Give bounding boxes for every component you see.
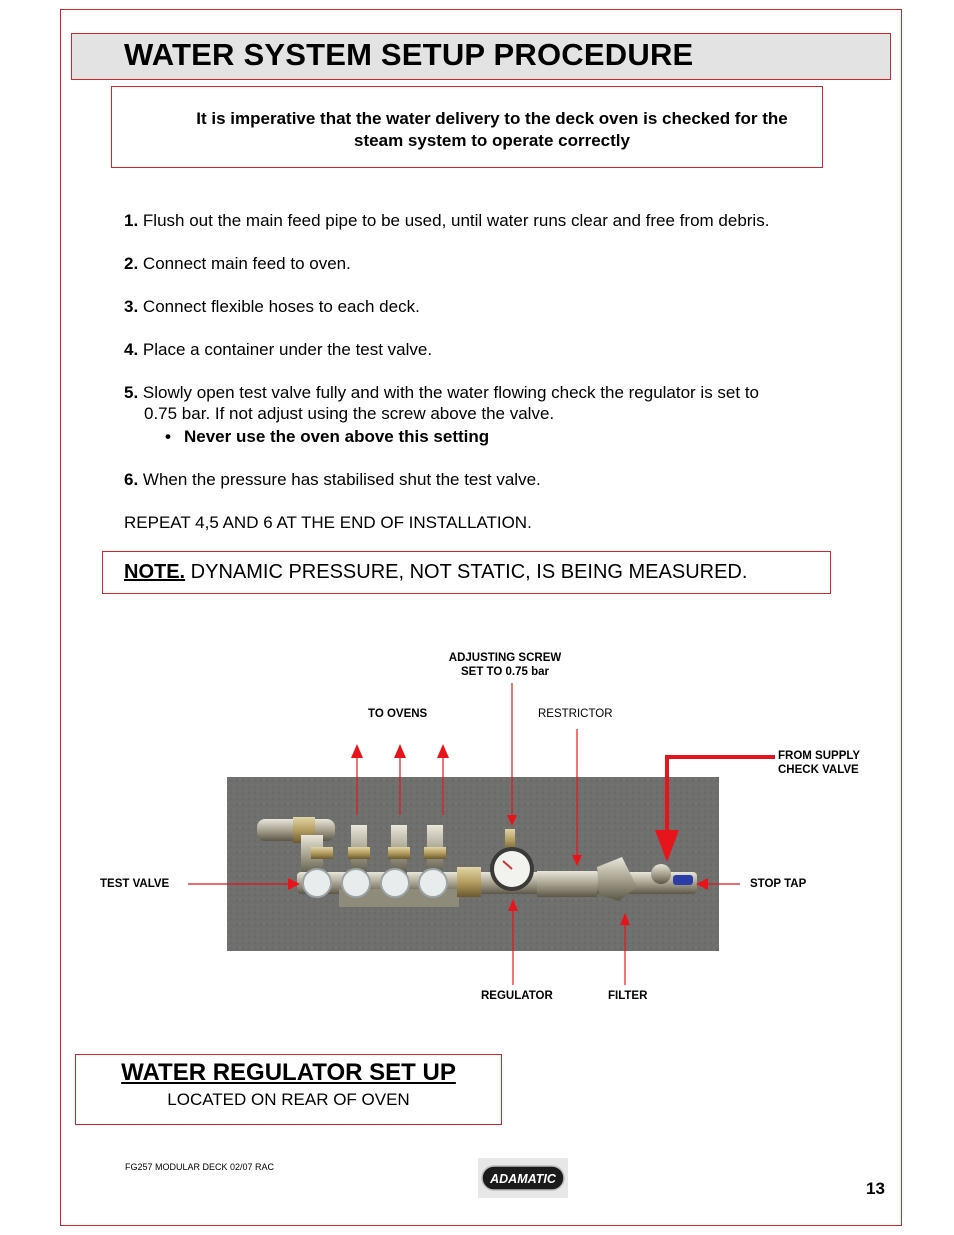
from-supply-arrowhead (655, 830, 679, 862)
page-number: 13 (866, 1179, 885, 1198)
note-label: NOTE. (124, 561, 186, 583)
label-adjusting-screw-line2: SET TO 0.75 bar (461, 666, 549, 678)
label-adjusting-screw (430, 651, 580, 679)
step-text: Connect flexible hoses to each deck. (142, 297, 420, 316)
regulator-setup-subtitle: LOCATED ON REAR OF OVEN (167, 1090, 410, 1109)
label-to-ovens: TO OVENS (368, 708, 428, 720)
logo-text: ADAMATIC (490, 1172, 556, 1186)
label-restrictor: RESTRICTOR (538, 708, 613, 720)
step-number: 1. (124, 211, 139, 230)
step-number: 2. (124, 254, 139, 273)
step-text: Flush out the main feed pipe to be used, until water runs clear and free from debris. (142, 211, 770, 230)
stop-tap-arrowhead (696, 878, 708, 890)
filter-arrowhead (620, 913, 630, 925)
from-supply-leader (667, 757, 775, 830)
to-ovens-arrowhead-1 (351, 744, 363, 758)
label-regulator: REGULATOR (481, 990, 553, 1002)
to-ovens-arrowhead-2 (394, 744, 406, 758)
regulator-arrowhead (508, 899, 518, 911)
note-body: DYNAMIC PRESSURE, NOT STATIC, IS BEING MEASURED. (185, 561, 748, 583)
to-ovens-arrowhead-3 (437, 744, 449, 758)
label-from-supply-line2: CHECK VALVE (778, 764, 859, 776)
regulator-setup-title-text: WATER REGULATOR SET UP (121, 1059, 456, 1086)
adamatic-logo-image (478, 1158, 568, 1198)
adamatic-logo (478, 1158, 568, 1198)
bullet-warning: Never use the oven above this setting (184, 427, 490, 446)
warning-line-2: steam system to operate correctly (354, 131, 630, 150)
test-valve-arrowhead (288, 878, 300, 890)
restrictor-arrowhead (572, 855, 582, 866)
label-test-valve: TEST VALVE (100, 878, 170, 890)
step-text: When the pressure has stabilised shut the test valve. (142, 470, 541, 489)
step-5-continued: 0.75 bar. If not adjust using the screw above the valve. (144, 404, 555, 423)
step-text: Slowly open test valve fully and with the water flowing check the regulator is set to (142, 383, 760, 402)
warning-line-1: It is imperative that the water delivery to the deck oven is checked for the (196, 109, 788, 128)
repeat-instruction: REPEAT 4,5 AND 6 AT THE END OF INSTALLATION. (124, 513, 532, 532)
document-reference: FG257 MODULAR DECK 02/07 RAC (125, 1162, 275, 1172)
regulator-setup-title (75, 1058, 502, 1088)
step-number: 6. (124, 470, 139, 489)
step-text: Place a container under the test valve. (142, 340, 433, 359)
label-stop-tap: STOP TAP (750, 878, 807, 890)
step-number: 3. (124, 297, 139, 316)
page-title: WATER SYSTEM SETUP PROCEDURE (124, 37, 694, 72)
label-filter: FILTER (608, 990, 648, 1002)
bullet-dot: • (165, 427, 171, 446)
label-from-supply-line1: FROM SUPPLY (778, 750, 861, 762)
step-text: Connect main feed to oven. (142, 254, 351, 273)
step-number: 4. (124, 340, 139, 359)
label-adjusting-screw-line1: ADJUSTING SCREW (448, 652, 562, 664)
adjusting-screw-arrowhead (507, 815, 517, 826)
label-from-supply (778, 749, 860, 777)
step-number: 5. (124, 383, 139, 402)
